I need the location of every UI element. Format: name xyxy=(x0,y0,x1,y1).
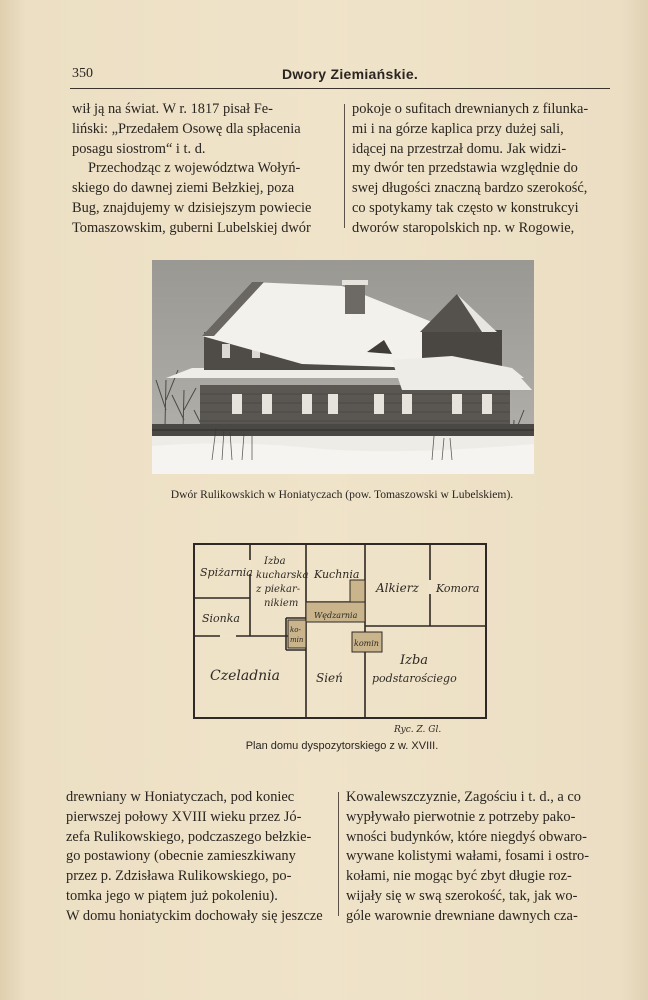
text-line: go postawiony (obecnie zamieszkiwany xyxy=(66,848,296,865)
room-izba-kucharska-1: Izba xyxy=(264,556,286,567)
column-divider xyxy=(344,104,345,228)
room-czeladnia: Czeladnia xyxy=(210,668,280,684)
room-izba-podstarosciego-2: podstarościego xyxy=(372,672,457,685)
room-sionka: Sionka xyxy=(202,612,240,625)
text-line: wności budynków, które niegdyś obwaro- xyxy=(346,828,587,845)
text-line: pierwszej połowy XVIII wieku przez Jó- xyxy=(66,808,302,825)
room-komin-right: komin xyxy=(354,639,379,648)
room-komora: Komora xyxy=(436,582,480,595)
text-line: kołami, nie mogąc być zbyt długie roz- xyxy=(346,868,572,885)
room-spizarnia: Spiżarnia xyxy=(200,566,253,579)
room-izba-podstarosciego-1: Izba xyxy=(400,653,429,668)
text-line: pokoje o sufitach drewnianych z filunka- xyxy=(352,101,589,117)
plan-signature: Ryc. Z. Gl. xyxy=(394,725,442,735)
room-kuchnia: Kuchnia xyxy=(314,568,360,581)
room-sien: Sień xyxy=(316,671,343,685)
header-rule xyxy=(70,88,610,89)
room-izba-kucharska-4: nikiem xyxy=(264,598,299,609)
text-line: my dwór ten przedstawia względnie do xyxy=(352,160,578,177)
text-line: wywane kolistymi wałami, fosami i ostro- xyxy=(346,848,590,865)
page-number: 350 xyxy=(72,66,93,81)
room-komin-left-1: ko- xyxy=(290,626,301,634)
top-right-column xyxy=(352,100,612,239)
room-izba-kucharska-2: kucharska xyxy=(256,570,309,581)
text-line: mi i na górze kaplica przy dużej sali, xyxy=(352,120,564,137)
text-line: co spotykamy tak często w konstrukcyi xyxy=(352,199,579,216)
manor-house-image xyxy=(152,260,534,474)
text-line: posagu siostrom“ i t. d. xyxy=(72,140,206,157)
text-line: wił ją na świat. W r. 1817 pisał Fe- xyxy=(72,101,273,117)
text-line: Przechodząc z województwa Wołyń- xyxy=(88,160,301,177)
room-alkierz: Alkierz xyxy=(376,581,419,595)
text-line: tomka jego w piątem już pokoleniu). xyxy=(66,887,278,904)
column-divider xyxy=(338,792,339,916)
plan-caption: Plan domu dyspozytorskiego z w. XVIII. xyxy=(245,740,439,752)
text-line: idącej na przestrzał domu. Jak widzi- xyxy=(352,140,567,157)
floor-plan-drawing xyxy=(180,540,490,735)
text-line: liński: „Przedałem Osowę dla spłacenia xyxy=(72,120,301,137)
text-line: przez p. Zdzisława Rulikowskiego, po- xyxy=(66,868,292,885)
room-wedzarnia: Wędzarnia xyxy=(314,611,358,620)
running-title: Dwory Ziemiańskie. xyxy=(282,66,419,82)
text-line: dworów staropolskich np. w Rogowie, xyxy=(352,219,575,236)
text-line: góle warownie drewniane dawnych cza- xyxy=(346,907,578,924)
text-line: drewniany w Honiatyczach, pod koniec xyxy=(66,789,295,805)
text-line: Tomaszowskim, guberni Lubelskiej dwór xyxy=(72,219,311,236)
text-line: Bug, znajdujemy w dzisiejszym powiecie xyxy=(72,199,312,216)
room-izba-kucharska-3: z piekar- xyxy=(256,584,301,595)
bottom-right-column xyxy=(346,788,612,927)
photo-caption: Dwór Rulikowskich w Honiatyczach (pow. Tomaszowski w Lubelskiem). xyxy=(170,488,514,501)
floor-plan xyxy=(180,540,490,735)
bottom-left-column xyxy=(66,788,334,927)
text-line: swej długości znaczną bardzo szerokość, xyxy=(352,180,588,197)
manor-photograph xyxy=(152,260,534,474)
top-left-column xyxy=(72,100,334,239)
text-line: skiego do dawnej ziemi Bełzkiej, poza xyxy=(72,180,295,197)
page-header xyxy=(72,66,612,86)
room-komin-left-2: min xyxy=(290,636,304,644)
text-line: zefa Rulikowskiego, podczaszego bełzkie- xyxy=(66,828,312,845)
text-line: Kowalewszczyznie, Zagościu i t. d., a co xyxy=(346,789,581,805)
text-line: wijały się w swą szerokość, tak, jak wo- xyxy=(346,887,578,904)
text-line: W domu honiatyckim dochowały się jeszcze xyxy=(66,907,323,924)
text-line: wypływało pierwotnie z potrzeby pako- xyxy=(346,808,576,825)
